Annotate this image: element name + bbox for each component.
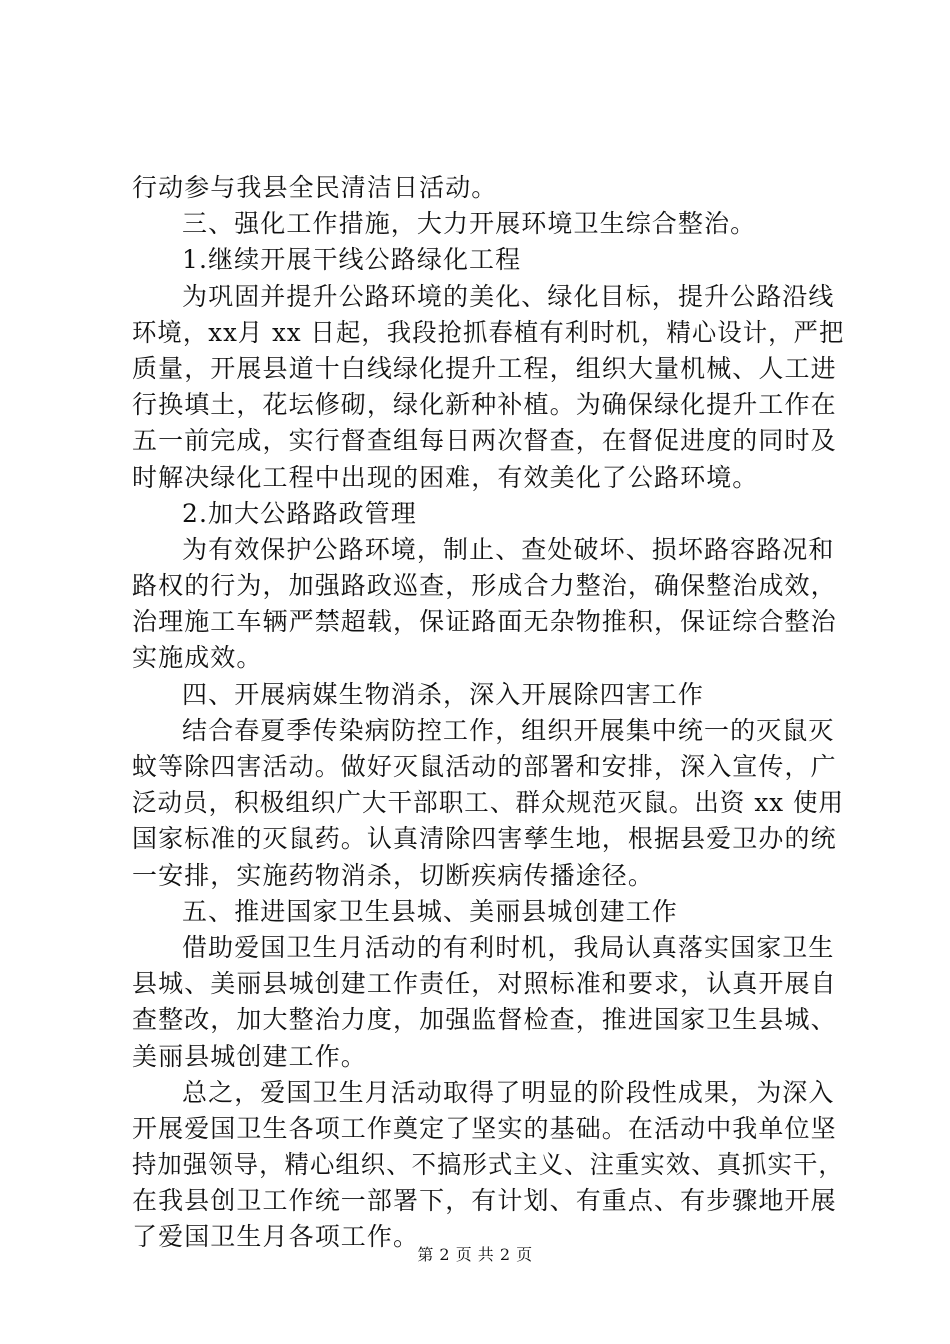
text-line: 县城、美丽县城创建工作责任，对照标准和要求，认真开展自 [132, 969, 837, 999]
text-line: 治理施工车辆严禁超载，保证路面无杂物推积，保证综合整治 [132, 607, 837, 637]
text-line: 结合春夏季传染病防控工作，组织开展集中统一的灭鼠灭 [182, 715, 835, 745]
text-line: 借助爱国卫生月活动的有利时机，我局认真落实国家卫生 [182, 932, 835, 962]
text-line: 实施成效。 [132, 643, 263, 673]
text-line: 在我县创卫工作统一部署下，有计划、有重点、有步骤地开展 [132, 1186, 837, 1216]
text-line: 质量，开展县道十白线绿化提升工程，组织大量机械、人工进 [132, 353, 837, 383]
page-footer: 第 2 页 共 2 页 [417, 1245, 533, 1264]
text-line: 2.加大公路路政管理 [182, 498, 417, 528]
text-line: 持加强领导，精心组织、不搞形式主义、注重实效、真抓实干， [132, 1150, 844, 1180]
text-line: 总之，爱国卫生月活动取得了明显的阶段性成果，为深入 [182, 1077, 835, 1107]
text-line: 了爱国卫生月各项工作。 [132, 1222, 420, 1252]
text-line: 行动参与我县全民清洁日活动。 [132, 173, 498, 202]
text-line: 开展爱国卫生各项工作奠定了坚实的基础。在活动中我单位坚 [132, 1113, 837, 1143]
text-line: 行换填土，花坛修砌，绿化新种补植。为确保绿化提升工作在 [132, 390, 837, 420]
text-line: 美丽县城创建工作。 [132, 1041, 367, 1071]
text-line: 国家标准的灭鼠药。认真清除四害孳生地，根据县爱卫办的统 [132, 824, 837, 854]
text-line: 时解决绿化工程中出现的困难，有效美化了公路环境。 [132, 462, 759, 492]
text-line: 查整改，加大整治力度，加强监督检查，推进国家卫生县城、 [132, 1005, 837, 1035]
text-line: 五一前完成，实行督查组每日两次督查，在督促进度的同时及 [132, 426, 837, 456]
text-line: 路权的行为，加强路政巡查，形成合力整治，确保整治成效， [132, 571, 837, 601]
text-line: 环境，xx月 xx 日起，我段抢抓春植有利时机，精心设计，严把 [132, 317, 845, 347]
text-line: 蚊等除四害活动。做好灭鼠活动的部署和安排，深入宣传，广 [132, 752, 837, 781]
text-line: 五、推进国家卫生县城、美丽县城创建工作 [182, 896, 678, 926]
document-body [132, 170, 844, 1256]
text-line: 为巩固并提升公路环境的美化、绿化目标，提升公路沿线 [182, 281, 835, 311]
text-line: 四、开展病媒生物消杀，深入开展除四害工作 [182, 679, 705, 709]
text-line: 三、强化工作措施，大力开展环境卫生综合整治。 [182, 209, 757, 239]
text-line: 为有效保护公路环境，制止、查处破坏、损坏路容路况和 [182, 534, 835, 564]
text-line: 1.继续开展干线公路绿化工程 [182, 245, 522, 275]
text-line: 泛动员，积极组织广大干部职工、群众规范灭鼠。出资 xx 使用 [132, 788, 845, 818]
text-line: 一安排，实施药物消杀，切断疾病传播途径。 [132, 860, 655, 890]
